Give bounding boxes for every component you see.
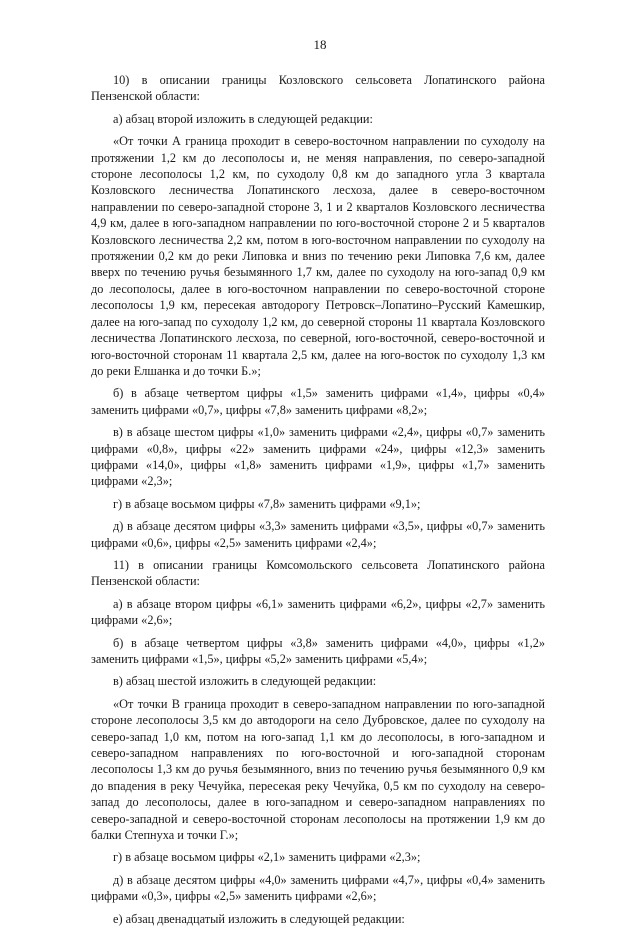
paragraph-item-11: 11) в описании границы Комсомольского сельсовета Лопатинского района Пензенской области: xyxy=(91,557,545,589)
paragraph-10a-quote: «От точки А граница проходит в северо-восточном направлении по суходолу на протяжении 1,2 км до лесополосы и, не меняя направления, по северо-западной стороне лесополосы 1,2 км, по суходолу 0,8 км до западного угла 3 квартала Козловского лесничества Лопатинского лесхоза, далее в северо-восточном направлении по северо-западной стороне 3, 1 и 2 кварталов Козловского лесничества 4,9 км, далее в юго-западном направлении по юго-восточной стороне 2 и 5 кварталов Козловского лесничества 2,2 км, потом в юго-восточном направлении по суходолу на протяжении 0,2 км до реки Липовка и вниз по течению реки Липовка 7,6 км, далее вверх по течению ручья безымянного 1,7 км, далее по суходолу на юго-запад 0,9 км до лесополосы, далее в юго-восточном направлении по северо-восточной стороне лесополосы 1,9 км, пересекая автодорогу Петровск–Лопатино–Русский Камешкир, далее на юго-запад по суходолу 1,2 км, до северной стороны 11 квартала Козловского лесничества Лопатинского лесхоза, по северной, юго-восточной, северо-восточной и юго-восточной сторонам 11 квартала 2,5 км, далее на юго-восток по суходолу 1,3 км до реки Елшанка и до точки Б.»; xyxy=(91,134,545,378)
document-body xyxy=(91,72,545,933)
paragraph-10b: б) в абзаце четвертом цифры «1,5» заменить цифрами «1,4», цифры «0,4» заменить цифрами «0,7», цифры «7,8» заменить цифрами «8,2»; xyxy=(91,386,545,417)
paragraph-10v: в) в абзаце шестом цифры «1,0» заменить цифрами «2,4», цифры «0,7» заменить цифрами «0,8», цифры «22» заменить цифрами «24», цифры «12,3» заменить цифрами «14,0», цифры «1,8» заменить цифрами «1,9», цифры «1,7» заменить цифрами «2,3»; xyxy=(91,425,545,489)
paragraph-11b: б) в абзаце четвертом цифры «3,8» заменить цифрами «4,0», цифры «1,2» заменить цифрами «1,5», цифры «5,2» заменить цифрами «5,4»; xyxy=(91,635,545,666)
paragraph-11v: в) абзац шестой изложить в следующей редакции: xyxy=(113,674,377,689)
paragraph-10g: г) в абзаце восьмом цифры «7,8» заменить цифрами «9,1»; xyxy=(113,496,421,511)
paragraph-11a: а) в абзаце втором цифры «6,1» заменить цифрами «6,2», цифры «2,7» заменить цифрами «2,6»; xyxy=(91,596,545,628)
paragraph-11e: е) абзац двенадцатый изложить в следующей редакции: xyxy=(113,911,405,926)
page-number: 18 xyxy=(313,37,327,52)
paragraph-10d: д) в абзаце десятом цифры «3,3» заменить цифрами «3,5», цифры «0,7» заменить цифрами «0,6», цифры «2,5» заменить цифрами «2,4»; xyxy=(91,519,545,550)
paragraph-11g: г) в абзаце восьмом цифры «2,1» заменить цифрами «2,3»; xyxy=(113,850,421,865)
paragraph-11d: д) в абзаце десятом цифры «4,0» заменить цифрами «4,7», цифры «0,4» заменить цифрами «0,3», цифры «2,5» заменить цифрами «2,6»; xyxy=(91,872,545,904)
paragraph-item-10: 10) в описании границы Козловского сельсовета Лопатинского района Пензенской области: xyxy=(91,73,545,104)
paragraph-10a: а) абзац второй изложить в следующей редакции: xyxy=(113,111,373,126)
paragraph-11v-quote: «От точки В граница проходит в северо-западном направлении по юго-западной стороне лесополосы 3,5 км до автодороги на село Дубровское, далее по суходолу на северо-запад 1,0 км, потом на юго-запад 1,1 км до лесополосы, в юго-западном и северо-западном направлениях по юго-восточной и юго-западной сторонам лесополосы 1,3 км до ручья безымянного, вниз по течению ручья безымянного 0,9 км до впадения в реку Чечуйка, пересекая реку Чечуйка, 0,5 км по суходолу на северо-запад до лесополосы, далее в юго-западном и северо-западном направлениях по северо-западной и северо-восточной сторонам лесополосы на протяжении 1,9 км до балки Степнуха и точки Г.»; xyxy=(91,696,545,843)
